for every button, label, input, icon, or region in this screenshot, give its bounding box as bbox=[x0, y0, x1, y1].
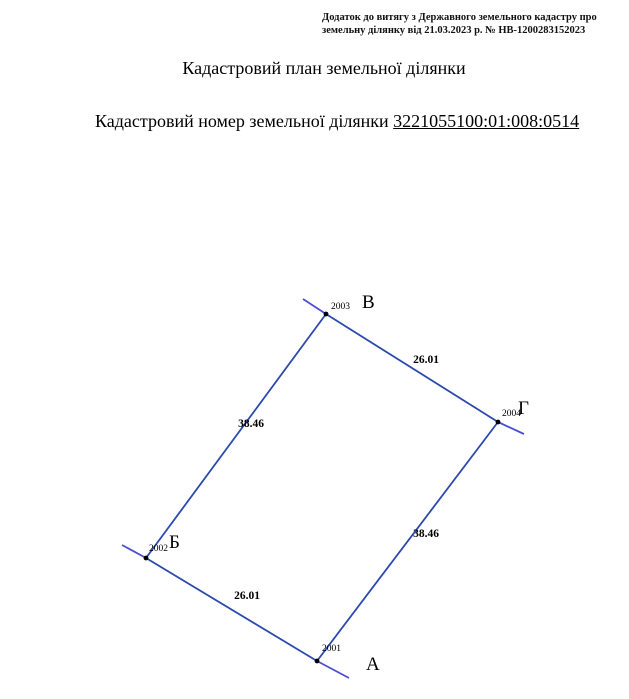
side-length-label: 38.46 bbox=[238, 418, 264, 430]
boundary-extension-line bbox=[303, 299, 326, 314]
header-annex-line2: земельну ділянку від 21.03.2023 р. № НВ-1200283152023 bbox=[322, 25, 586, 36]
vertex-marker bbox=[144, 556, 149, 561]
vertex-letter-label: Г bbox=[518, 398, 529, 419]
cadastral-number-label: Кадастровий номер земельної ділянки bbox=[95, 111, 394, 131]
boundary-extension-line bbox=[498, 422, 524, 434]
side-length-label: 38.46 bbox=[413, 528, 439, 540]
parcel-edge bbox=[146, 314, 326, 558]
vertex-letter-label: А bbox=[366, 654, 380, 675]
parcel-edge bbox=[326, 314, 498, 422]
vertex-letter-label: Б bbox=[169, 532, 180, 553]
vertex-point-number: 2001 bbox=[322, 644, 341, 654]
boundary-extension-line bbox=[317, 661, 349, 678]
header-annex-line1: Додаток до витягу з Державного земельного кадастру про bbox=[322, 12, 597, 23]
side-length-label: 26.01 bbox=[413, 354, 439, 366]
vertex-point-number: 2003 bbox=[331, 302, 350, 312]
cadastral-number-value: 3221055100:01:008:0514 bbox=[393, 111, 580, 131]
page-title: Кадастровий план земельної ділянки bbox=[182, 58, 466, 78]
vertex-marker bbox=[315, 659, 320, 664]
vertex-point-number: 2004 bbox=[502, 409, 521, 419]
vertex-marker bbox=[496, 420, 501, 425]
parcel-edge bbox=[146, 558, 317, 661]
side-length-label: 26.01 bbox=[234, 590, 260, 602]
vertex-point-number: 2002 bbox=[149, 544, 168, 554]
parcel-edge bbox=[317, 422, 498, 661]
boundary-extension-line bbox=[122, 545, 146, 558]
vertex-marker bbox=[324, 312, 329, 317]
vertex-letter-label: В bbox=[362, 292, 375, 313]
